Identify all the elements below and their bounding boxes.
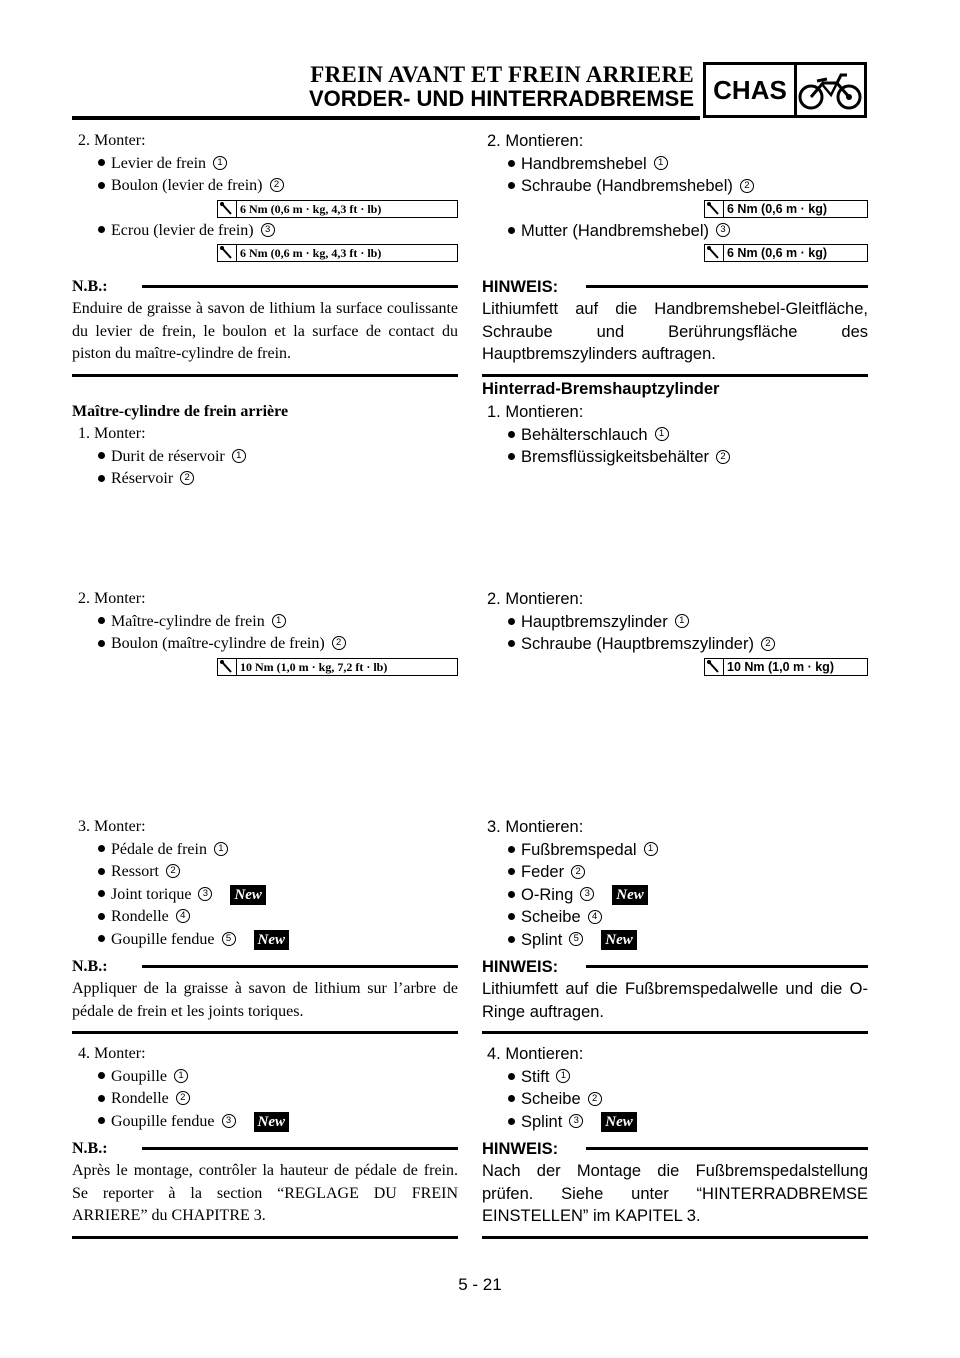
new-part-badge: New	[612, 885, 648, 905]
step-heading: 2. Montieren:	[487, 132, 584, 150]
callout-number: 2	[740, 179, 754, 193]
note-label: N.B.:	[72, 1140, 108, 1157]
note-end-rule	[72, 374, 458, 377]
note-label: N.B.:	[72, 958, 108, 975]
bullet-icon	[508, 1073, 515, 1080]
bullet-icon	[508, 1095, 515, 1102]
fr-note-2	[72, 956, 458, 1034]
new-part-badge: New	[254, 1112, 290, 1132]
callout-number: 1	[655, 427, 669, 441]
note-end-rule	[72, 1031, 458, 1034]
bullet-icon	[98, 182, 105, 189]
callout-number: 2	[332, 636, 346, 650]
bullet-icon	[508, 160, 515, 167]
note-text: Enduire de graisse à savon de lithium la surface coulissante du levier de frein, le boulon et la surface de contact du piston du maître-cylindre de frein.	[72, 300, 458, 362]
callout-number: 2	[166, 864, 180, 878]
fr-note-3	[72, 1138, 458, 1239]
bullet-icon	[508, 453, 515, 460]
callout-number: 3	[580, 887, 594, 901]
list-item: Handbremshebel 1	[482, 153, 868, 176]
bullet-icon	[98, 1095, 105, 1102]
note-end-rule	[482, 1031, 868, 1034]
list-item: Goupille fendue 3 New	[72, 1111, 458, 1134]
bullet-icon	[98, 452, 105, 459]
list-item: Rondelle 4	[72, 906, 458, 929]
list-item: Joint torique 3 New	[72, 884, 458, 907]
list-item: Boulon (maître-cylindre de frein) 2	[72, 633, 458, 656]
note-text: Lithiumfett auf die Fußbremspedalwelle und die O-Ringe auftragen.	[482, 980, 868, 1021]
step-heading: 2. Monter:	[78, 132, 146, 149]
note-label: HINWEIS:	[482, 958, 559, 976]
de-step-master-cylinder	[482, 588, 868, 678]
bullet-icon	[508, 227, 515, 234]
page-title-fr: FREIN AVANT ET FREIN ARRIERE	[310, 62, 694, 87]
bullet-icon	[508, 640, 515, 647]
list-item: Bremsflüssigkeitsbehälter 2	[482, 446, 868, 469]
note-text: Nach der Montage die Fußbremspedalstellung prüfen. Siehe unter “HINTERRADBREMSE EINSTELLEN” im KAPITEL 3.	[482, 1162, 868, 1225]
step-heading: 4. Monter:	[78, 1045, 146, 1062]
list-item: Réservoir 2	[72, 468, 458, 491]
list-item: Behälterschlauch 1	[482, 424, 868, 447]
bullet-icon	[98, 617, 105, 624]
step-heading: 1. Monter:	[78, 425, 146, 442]
bullet-icon	[98, 868, 105, 875]
list-item: Ecrou (levier de frein) 3	[72, 220, 458, 243]
callout-number: 3	[222, 1114, 236, 1128]
list-item: Rondelle 2	[72, 1088, 458, 1111]
bullet-icon	[508, 913, 515, 920]
callout-number: 3	[569, 1114, 583, 1128]
bullet-icon	[98, 475, 105, 482]
header-rule	[72, 116, 700, 120]
bullet-icon	[98, 640, 105, 647]
motorcycle-icon	[797, 69, 863, 113]
bullet-icon	[98, 935, 105, 942]
fr-step-lever	[72, 130, 458, 264]
callout-number: 2	[761, 637, 775, 651]
callout-number: 1	[675, 614, 689, 628]
new-part-badge: New	[601, 930, 637, 950]
wrench-icon	[218, 659, 237, 675]
step-heading: 2. Monter:	[78, 590, 146, 607]
bullet-icon	[98, 159, 105, 166]
bullet-icon	[508, 182, 515, 189]
list-item: Fußbremspedal 1	[482, 839, 868, 862]
list-item: Goupille fendue 5 New	[72, 929, 458, 952]
callout-number: 2	[588, 1092, 602, 1106]
callout-number: 4	[176, 909, 190, 923]
callout-number: 2	[716, 450, 730, 464]
step-heading: 1. Montieren:	[487, 403, 584, 421]
de-note-1	[482, 276, 868, 377]
callout-number: 5	[569, 932, 583, 946]
section-tab	[703, 62, 867, 118]
bullet-icon	[98, 226, 105, 233]
note-text: Après le montage, contrôler la hauteur de pédale de frein. Se reporter à la section “REGLAGE DU FREIN ARRIERE” du CHAPITRE 3.	[72, 1162, 458, 1224]
list-item: Boulon (levier de frein) 2	[72, 175, 458, 198]
list-item: Scheibe 2	[482, 1088, 868, 1111]
torque-spec-box: 6 Nm (0,6 m · kg)	[704, 200, 868, 218]
bullet-icon	[508, 618, 515, 625]
new-part-badge: New	[254, 930, 290, 950]
callout-number: 3	[261, 223, 275, 237]
list-item: Hauptbremszylinder 1	[482, 611, 868, 634]
de-note-2	[482, 956, 868, 1034]
note-end-rule	[482, 374, 868, 377]
step-heading: 3. Monter:	[78, 818, 146, 835]
bullet-icon	[98, 890, 105, 897]
callout-number: 5	[222, 932, 236, 946]
bullet-icon	[508, 1118, 515, 1125]
callout-number: 4	[588, 910, 602, 924]
bullet-icon	[98, 845, 105, 852]
callout-number: 1	[174, 1069, 188, 1083]
page-number: 5 - 21	[458, 1275, 502, 1294]
callout-number: 1	[556, 1069, 570, 1083]
callout-number: 1	[272, 614, 286, 628]
bullet-icon	[98, 1117, 105, 1124]
note-end-rule	[72, 1236, 458, 1239]
callout-number: 2	[571, 865, 585, 879]
callout-number: 2	[270, 178, 284, 192]
list-item: Scheibe 4	[482, 906, 868, 929]
list-item: Stift 1	[482, 1066, 868, 1089]
callout-number: 1	[654, 156, 668, 170]
new-part-badge: New	[601, 1112, 637, 1132]
fr-note-1	[72, 276, 458, 377]
fr-step-master-cylinder	[72, 588, 458, 678]
callout-number: 1	[214, 842, 228, 856]
wrench-icon	[218, 245, 237, 261]
step-heading: 4. Montieren:	[487, 1045, 584, 1063]
list-item: Mutter (Handbremshebel) 3	[482, 220, 868, 243]
fr-rear-master-cylinder	[72, 400, 458, 491]
bullet-icon	[98, 913, 105, 920]
note-label: N.B.:	[72, 278, 108, 295]
bullet-icon	[508, 846, 515, 853]
wrench-icon	[705, 201, 724, 217]
callout-number: 3	[716, 223, 730, 237]
list-item: Schraube (Hauptbremszylinder) 2	[482, 633, 868, 656]
bullet-icon	[508, 868, 515, 875]
list-item: Goupille 1	[72, 1066, 458, 1089]
bullet-icon	[508, 936, 515, 943]
bullet-icon	[508, 431, 515, 438]
note-text: Appliquer de la graisse à savon de lithium sur l’arbre de pédale de frein et les joints toriques.	[72, 980, 458, 1020]
list-item: Pédale de frein 1	[72, 839, 458, 862]
torque-spec-box: 10 Nm (1,0 m · kg, 7,2 ft · lb)	[217, 658, 458, 676]
de-rear-master-cylinder	[482, 378, 868, 469]
bullet-icon	[98, 1072, 105, 1079]
wrench-icon	[705, 245, 724, 261]
new-part-badge: New	[230, 885, 266, 905]
callout-number: 2	[176, 1091, 190, 1105]
callout-number: 3	[198, 887, 212, 901]
de-note-3	[482, 1138, 868, 1239]
torque-spec-box: 6 Nm (0,6 m · kg, 4,3 ft · lb)	[217, 200, 458, 218]
list-item: Splint 3 New	[482, 1111, 868, 1134]
note-end-rule	[482, 1236, 868, 1239]
step-heading: 3. Montieren:	[487, 818, 584, 836]
list-item: Levier de frein 1	[72, 153, 458, 176]
list-item: Feder 2	[482, 861, 868, 884]
page-title-de: VORDER- UND HINTERRADBREMSE	[308, 86, 694, 111]
torque-spec-box: 6 Nm (0,6 m · kg, 4,3 ft · lb)	[217, 244, 458, 262]
callout-number: 1	[644, 842, 658, 856]
list-item: Durit de réservoir 1	[72, 446, 458, 469]
wrench-icon	[705, 659, 724, 675]
section-label: CHAS	[706, 65, 797, 115]
list-item: O-Ring 3 New	[482, 884, 868, 907]
torque-spec-box: 10 Nm (1,0 m · kg)	[704, 658, 868, 676]
note-label: HINWEIS:	[482, 278, 559, 296]
subsection-heading: Hinterrad-Bremshauptzylinder	[482, 380, 720, 398]
fr-step-pedal	[72, 816, 458, 951]
de-step-pedal	[482, 816, 868, 951]
note-text: Lithiumfett auf die Handbremshebel-Gleitfläche, Schraube und Berührungsfläche des Hauptbremszylinders auftragen.	[482, 300, 868, 363]
de-step-lever	[482, 130, 868, 264]
list-item: Schraube (Handbremshebel) 2	[482, 175, 868, 198]
fr-step-pin	[72, 1043, 458, 1133]
list-item: Splint 5 New	[482, 929, 868, 952]
list-item: Maître-cylindre de frein 1	[72, 611, 458, 634]
callout-number: 1	[232, 449, 246, 463]
callout-number: 2	[180, 471, 194, 485]
wrench-icon	[218, 201, 237, 217]
list-item: Ressort 2	[72, 861, 458, 884]
step-heading: 2. Montieren:	[487, 590, 584, 608]
torque-spec-box: 6 Nm (0,6 m · kg)	[704, 244, 868, 262]
bullet-icon	[508, 891, 515, 898]
note-label: HINWEIS:	[482, 1140, 559, 1158]
de-step-pin	[482, 1043, 868, 1133]
callout-number: 1	[213, 156, 227, 170]
subsection-heading: Maître-cylindre de frein arrière	[72, 403, 289, 420]
